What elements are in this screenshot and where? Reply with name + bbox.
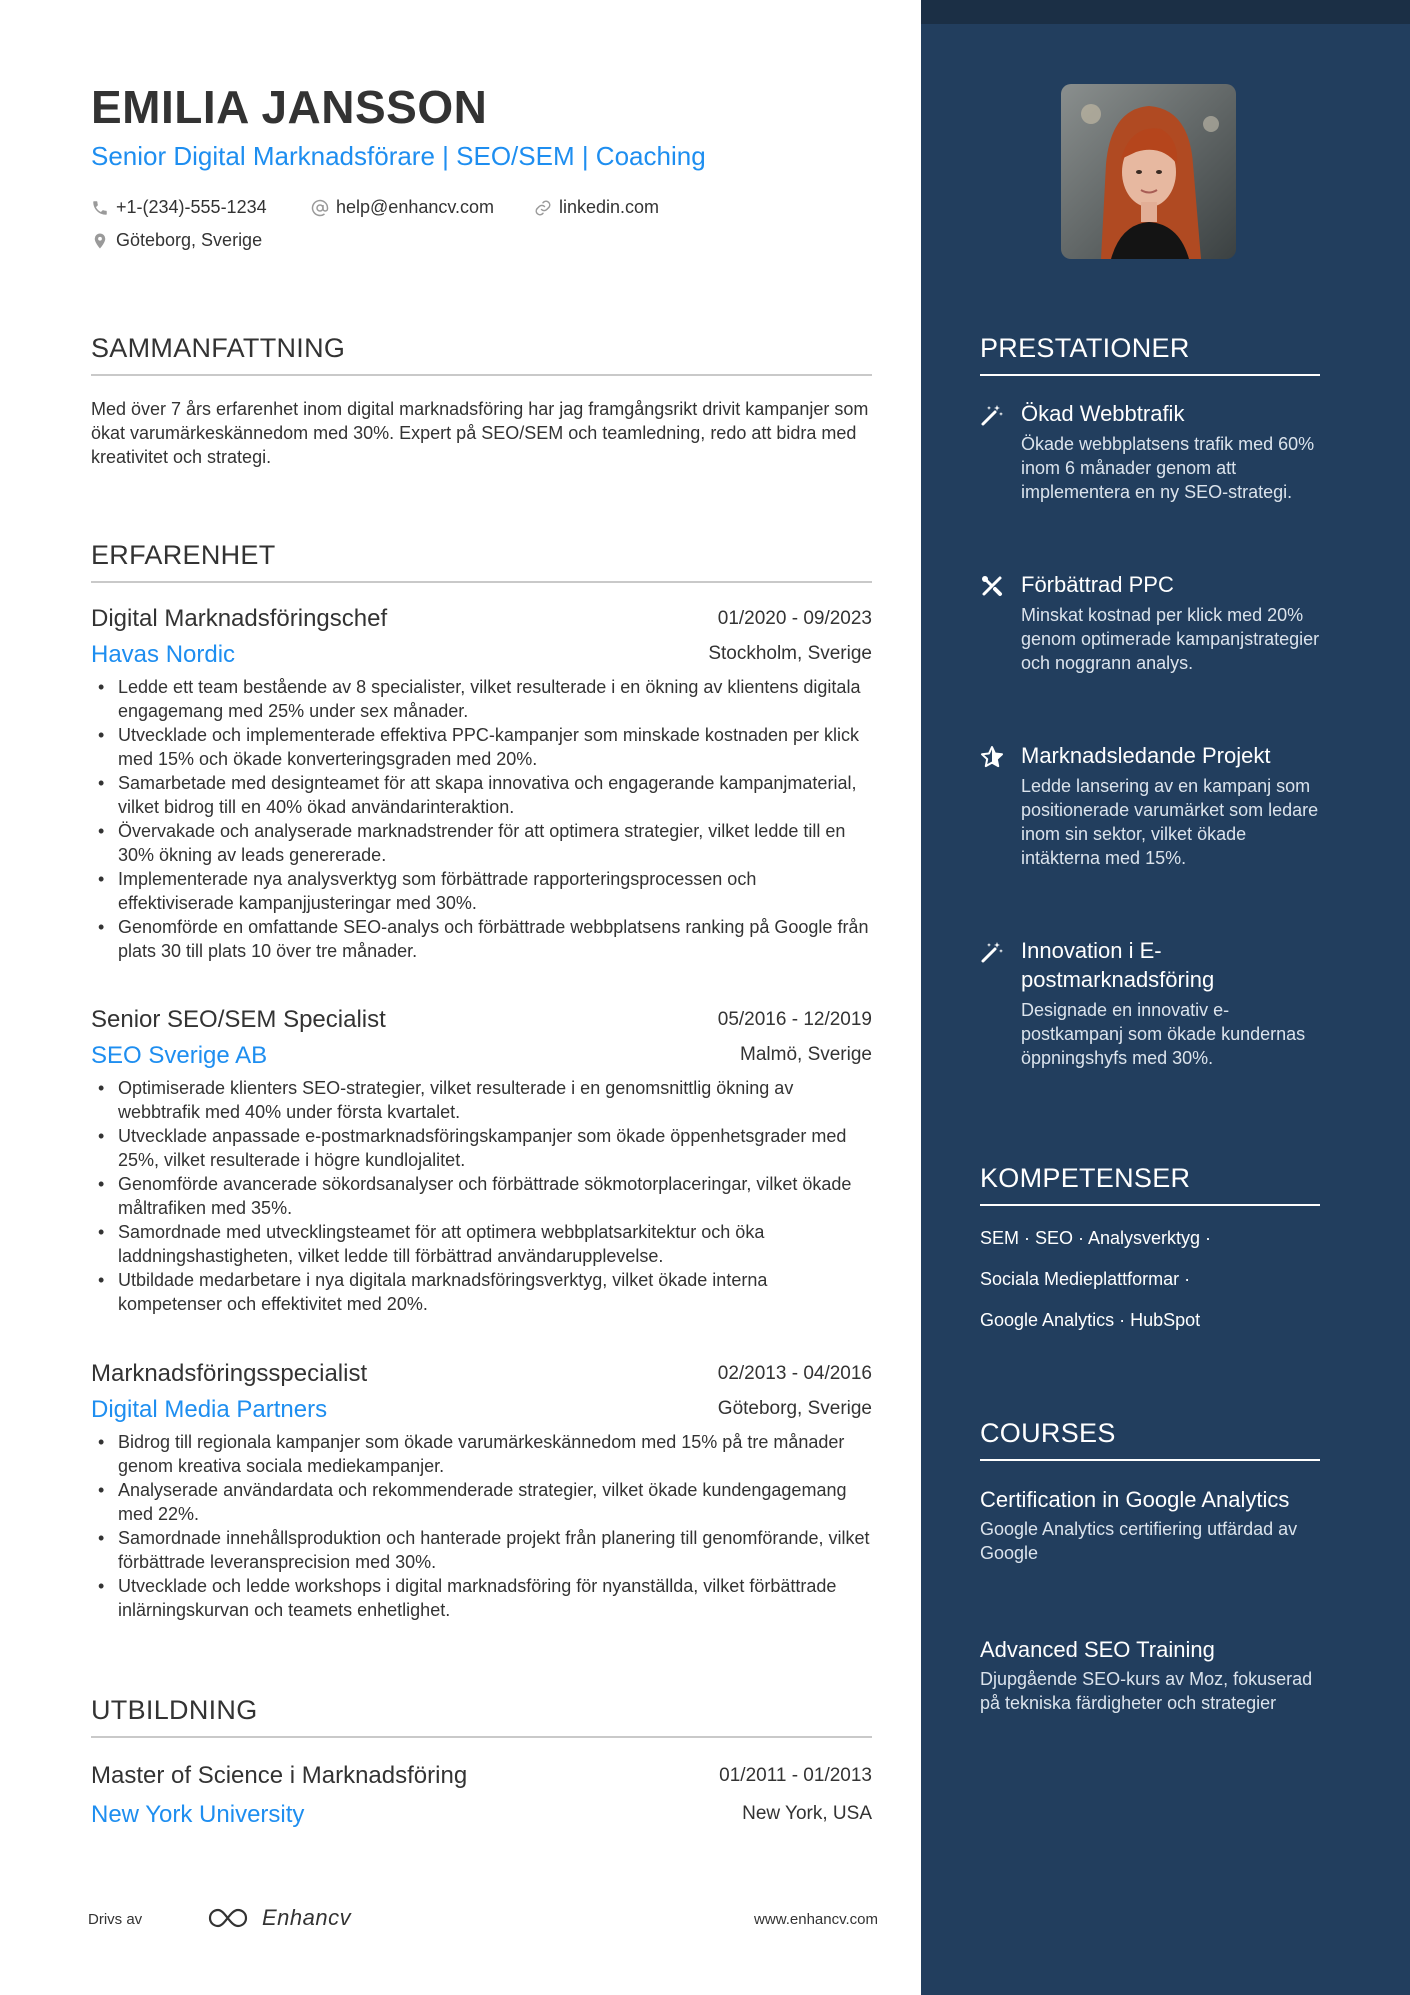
job-bullet: • Implementerade nya analysverktyg som förbättrade rapporteringsprocessen och effektiviserade kampanjjusteringar med 30%. [91,867,872,915]
achievement-title: Förbättrad PPC [1021,572,1174,597]
skills-line: SEM · SEO · Analysverktyg · [980,1228,1212,1248]
course-title: Certification in Google Analytics [980,1487,1290,1512]
magic-wand-icon [980,940,1004,964]
phone-icon [91,199,109,217]
job-location: Malmö, Sverige [740,1044,872,1065]
phone-text: +1-(234)-555-1234 [116,197,267,217]
tools-icon [980,574,1004,598]
magic-wand-icon [980,403,1004,427]
experience-section [91,540,872,583]
job-bullet: • Genomförde en omfattande SEO-analys och förbättrade webbplatsens ranking på Google från plats 30 till plats 10 över tre månader. [91,915,872,963]
linkedin-text: linkedin.com [559,197,660,217]
experience-heading: ERFARENHET [91,540,872,583]
education-heading: UTBILDNING [91,1695,872,1738]
summary-section [91,333,872,469]
achievement-item [980,741,1320,870]
job-company[interactable]: Digital Media Partners [91,1396,328,1423]
location-text: Göteborg, Sverige [116,230,263,250]
sidebar [921,0,1410,1995]
job-role: Senior SEO/SEM Specialist [91,1006,386,1033]
achievements-section [980,333,1320,376]
job-bullet: • Samordnade med utvecklingsteamet för att optimera webbplatsarkitektur och öka laddningshastigheten, vilket ledde till förbättrad användarupplevelse. [91,1220,872,1268]
contact-email[interactable] [311,197,494,218]
job-bullet: • Utvecklade anpassade e-postmarknadsföringskampanjer som ökade öppenhetsgrader med 25%, vilket resulterade i högre kundlojalitet. [91,1124,872,1172]
at-sign-icon [311,199,329,217]
candidate-name: EMILIA JANSSON [91,81,488,133]
job-dates: 01/2020 - 09/2023 [717,608,872,629]
achievement-desc: Designade en innovativ e-postkampanj som ökade kundernas öppningshyfs med 30%. [1021,1000,1306,1068]
job-bullet: • Samarbetade med designteamet för att skapa innovativa och engagerande kampanjmaterial, vilket bidrog till en 40% ökad användarinteraktion. [91,771,872,819]
achievement-item [980,399,1320,504]
course-title: Advanced SEO Training [980,1637,1215,1662]
achievement-desc: Ökade webbplatsens trafik med 60% inom 6 månader genom att implementera en ny SEO-strategi. [1021,434,1315,502]
footer [88,1905,878,1945]
sidebar-top-bar [921,0,1410,24]
course-desc: Djupgående SEO-kurs av Moz, fokuserad på tekniska färdigheter och strategier [980,1669,1313,1713]
achievement-title: Marknadsledande Projekt [1021,743,1271,768]
link-icon [534,199,552,217]
achievement-desc: Minskat kostnad per klick med 20% genom optimerade kampanjstrategier och noggrann analys. [1021,605,1320,673]
course-item [980,1635,1320,1715]
job-bullet: • Optimiserade klienters SEO-strategier, vilket resulterade i en genomsnittlig ökning av webbtrafik med 40% under första kvartalet. [91,1076,872,1124]
job-bullet: • Analyserade användardata och rekommenderade strategier, vilket ökade kundengagemang med 22%. [91,1478,872,1526]
job-bullet: • Utvecklade och implementerade effektiva PPC-kampanjer som minskade kostnaden per klick med 15% och ökade konverteringsgraden med 20%. [91,723,872,771]
job-bullet: • Genomförde avancerade sökordsanalyser och förbättrade sökmotorplaceringar, vilket ökade måltrafiken med 35%. [91,1172,872,1220]
job-bullet: • Utvecklade och ledde workshops i digital marknadsföring för nyanställda, vilket förbättrade inlärningskurvan och teamets enhetlighet. [91,1574,872,1622]
skills-line: Sociala Medieplattformar · [980,1269,1191,1289]
summary-heading: SAMMANFATTNING [91,333,872,376]
contact-linkedin[interactable] [534,197,659,218]
location-pin-icon [91,232,109,250]
profile-photo [1061,84,1236,259]
job-company[interactable]: Havas Nordic [91,641,236,668]
job-entry [91,605,872,963]
email-text: help@enhancv.com [336,197,495,217]
brand-logo[interactable] [206,1905,351,1931]
job-dates: 05/2016 - 12/2019 [717,1009,872,1030]
job-bullet: • Ledde ett team bestående av 8 specialister, vilket resulterade i en ökning av klientens digitala engagemang med 25% under sex månader. [91,675,872,723]
job-location: Göteborg, Sverige [717,1398,872,1419]
education-entry [91,1762,872,1837]
achievements-heading: PRESTATIONER [980,333,1320,376]
achievement-title: Ökad Webbtrafik [1021,401,1185,426]
education-school[interactable]: New York University [91,1801,305,1828]
achievement-item [980,936,1320,1070]
job-bullet: • Samordnade innehållsproduktion och hanterade projekt från planering till genomförande, vilket förbättrade leveransprecision med 30%. [91,1526,872,1574]
job-entry [91,1360,872,1622]
job-bullet: • Utbildade medarbetare i nya digitala marknadsföringsverktyg, vilket ökade interna kompetenser och effektivitet med 20%. [91,1268,872,1316]
star-icon [980,745,1004,769]
job-entry [91,1006,872,1316]
education-section [91,1695,872,1738]
job-bullet: • Övervakade och analyserade marknadstrender för att optimera strategier, vilket ledde till en 30% ökning av leads genererade. [91,819,872,867]
courses-section [980,1418,1320,1461]
job-bullet: • Bidrog till regionala kampanjer som ökade varumärkeskännedom med 15% på tre månader genom kreativa sociala mediekampanjer. [91,1430,872,1478]
skills-section [980,1163,1320,1341]
powered-by-text: Drivs av [88,1911,143,1928]
skills-heading: KOMPETENSER [980,1163,1320,1206]
education-dates: 01/2011 - 01/2013 [719,1765,872,1786]
contact-location [91,230,262,251]
course-item [980,1485,1320,1565]
enhancv-logo-icon [206,1905,254,1931]
contact-phone[interactable] [91,197,267,218]
achievement-desc: Ledde lansering av en kampanj som positionerade varumärket som ledare inom sin sektor, vilket ökade intäkterna med 15%. [1021,776,1319,868]
candidate-title: Senior Digital Marknadsförare | SEO/SEM | Coaching [91,141,706,171]
achievement-item [980,570,1320,675]
education-degree: Master of Science i Marknadsföring [91,1762,468,1789]
course-desc: Google Analytics certifiering utfärdad av Google [980,1519,1298,1563]
job-company[interactable]: SEO Sverige AB [91,1042,268,1069]
skills-list [980,1218,1320,1341]
skills-line: Google Analytics · HubSpot [980,1310,1201,1330]
website-link[interactable]: www.enhancv.com [754,1911,878,1928]
brand-name: Enhancv [262,1905,352,1930]
job-dates: 02/2013 - 04/2016 [717,1363,872,1384]
job-role: Marknadsföringsspecialist [91,1360,368,1387]
achievement-title: Innovation i E-postmarknadsföring [1021,938,1215,992]
job-role: Digital Marknadsföringschef [91,605,388,632]
education-location: New York, USA [742,1803,872,1824]
courses-heading: COURSES [980,1418,1320,1461]
summary-text: Med över 7 års erfarenhet inom digital marknadsföring har jag framgångsrikt drivit kampanjer som ökat varumärkeskännedom med 30%. Expert på SEO/SEM och teamledning, redo att bidra med kreativitet och strategi. [91,399,869,467]
job-location: Stockholm, Sverige [708,643,872,664]
